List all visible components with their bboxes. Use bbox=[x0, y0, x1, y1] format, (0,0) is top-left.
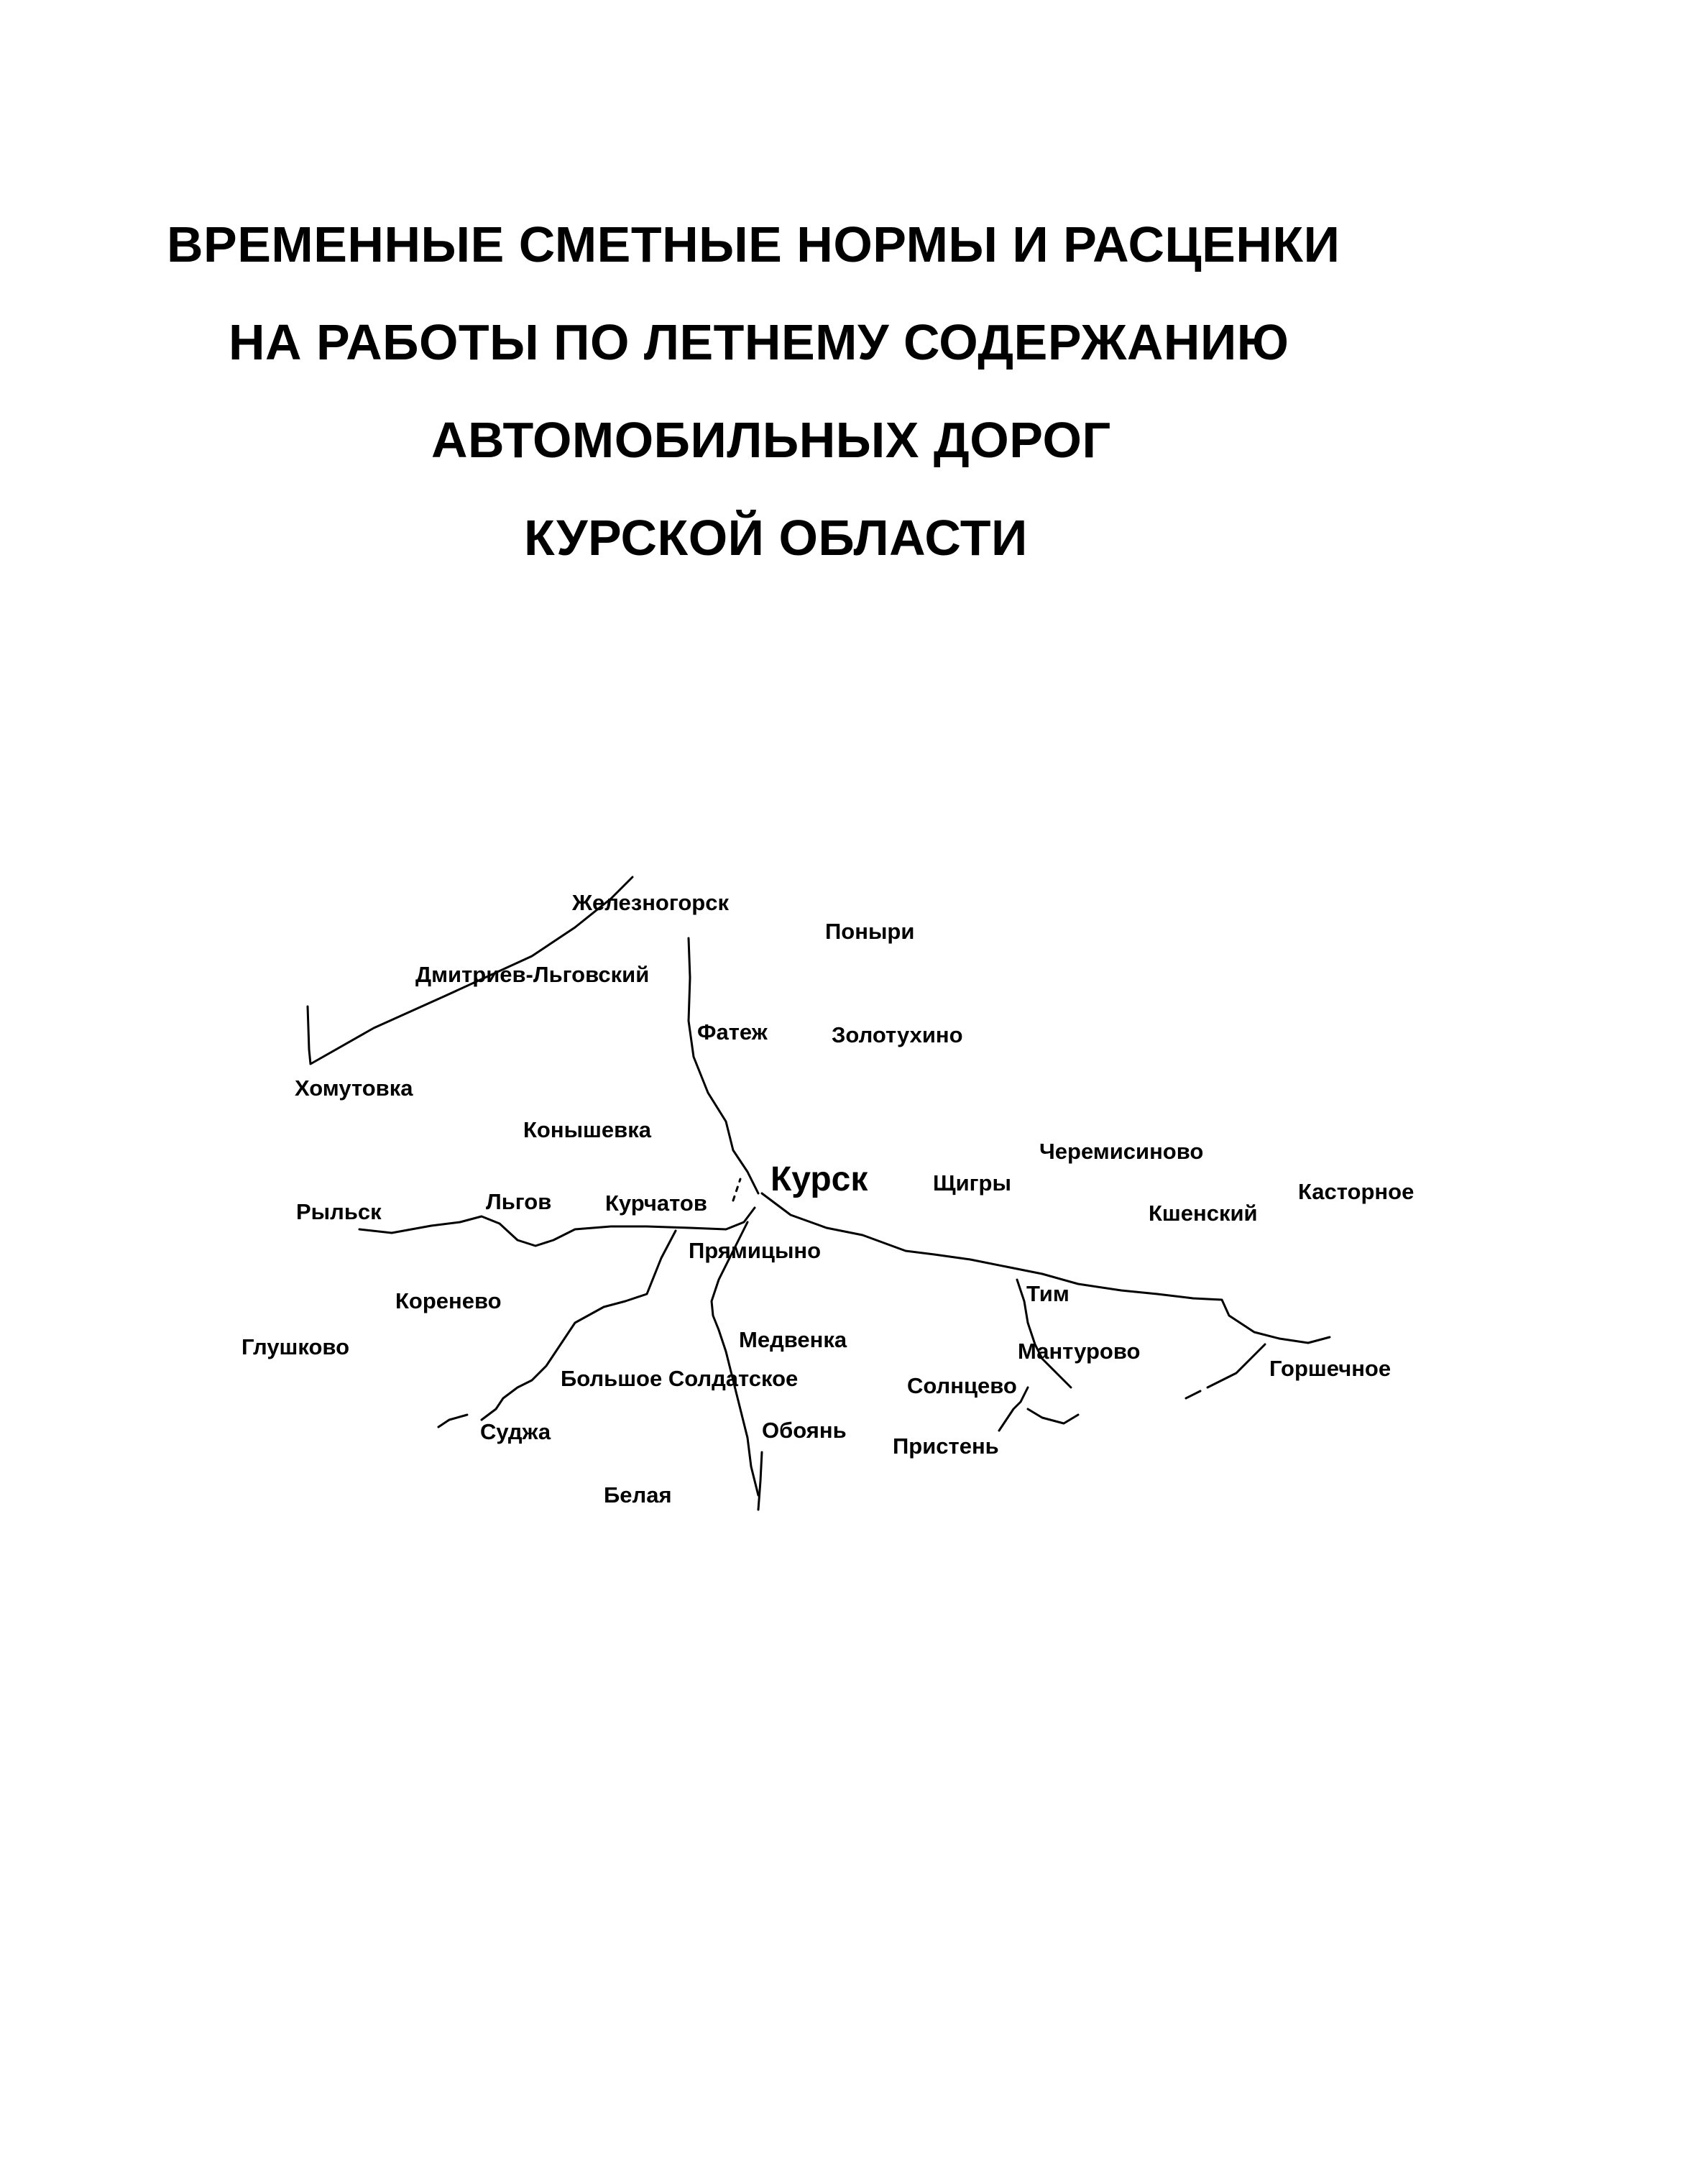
town-sudzha: Суджа bbox=[480, 1419, 551, 1444]
road-gorshechnoe-west bbox=[1186, 1391, 1200, 1398]
town-glushkovo: Глушково bbox=[242, 1334, 350, 1359]
road-oboyan-south bbox=[758, 1452, 762, 1510]
town-medvenka: Медвенка bbox=[739, 1327, 847, 1352]
town-dmitriev-lgovsky: Дмитриев-Льговский bbox=[415, 962, 650, 987]
road-gorshechnoe bbox=[1208, 1344, 1265, 1387]
town-korenevo: Коренево bbox=[395, 1288, 502, 1313]
title-line-1: ВРЕМЕННЫЕ СМЕТНЫЕ НОРМЫ И РАСЦЕНКИ bbox=[167, 216, 1340, 272]
town-oboyan: Обоянь bbox=[762, 1418, 847, 1443]
town-konyshevka: Конышевка bbox=[523, 1117, 651, 1142]
town-bolshoe-soldatskoe: Большое Солдатское bbox=[561, 1366, 799, 1391]
town-belaya: Белая bbox=[604, 1482, 672, 1508]
road-pristen-east bbox=[1028, 1409, 1078, 1423]
town-lgov: Льгов bbox=[486, 1189, 552, 1214]
town-kastornoe: Касторное bbox=[1298, 1179, 1414, 1204]
town-tim: Тим bbox=[1026, 1281, 1070, 1306]
town-manturovo: Мантурово bbox=[1018, 1339, 1141, 1364]
title-line-2: НА РАБОТЫ ПО ЛЕТНЕМУ СОДЕРЖАНИЮ bbox=[229, 314, 1289, 370]
road-sudzha-west bbox=[438, 1415, 467, 1427]
town-rylsk: Рыльск bbox=[296, 1199, 382, 1224]
town-shchigry: Щигры bbox=[933, 1170, 1011, 1196]
town-zheleznogorsk: Железногорск bbox=[572, 890, 729, 915]
town-pristen: Пристень bbox=[893, 1433, 999, 1459]
road-dashed-kursk-segment bbox=[733, 1179, 740, 1201]
town-pryamitsyno: Прямицыно bbox=[689, 1238, 822, 1263]
town-kurchatov: Курчатов bbox=[605, 1190, 707, 1216]
town-solntsevo: Солнцево bbox=[907, 1373, 1017, 1398]
town-kursk: Курск bbox=[770, 1160, 868, 1198]
town-ponyri: Поныри bbox=[825, 919, 915, 944]
town-zolotukhino: Золотухино bbox=[832, 1022, 963, 1047]
town-fatezh: Фатеж bbox=[697, 1019, 768, 1045]
road-fatezh-kursk bbox=[689, 938, 758, 1193]
town-khomutovka: Хомутовка bbox=[295, 1075, 413, 1101]
town-gorshechnoe: Горшечное bbox=[1269, 1356, 1392, 1381]
town-kshensky: Кшенский bbox=[1149, 1201, 1258, 1226]
town-cheremisinovo: Черемисиново bbox=[1039, 1139, 1204, 1164]
title-line-4: КУРСКОЙ ОБЛАСТИ bbox=[524, 510, 1028, 566]
title-line-3: АВТОМОБИЛЬНЫХ ДОРОГ bbox=[431, 412, 1111, 468]
